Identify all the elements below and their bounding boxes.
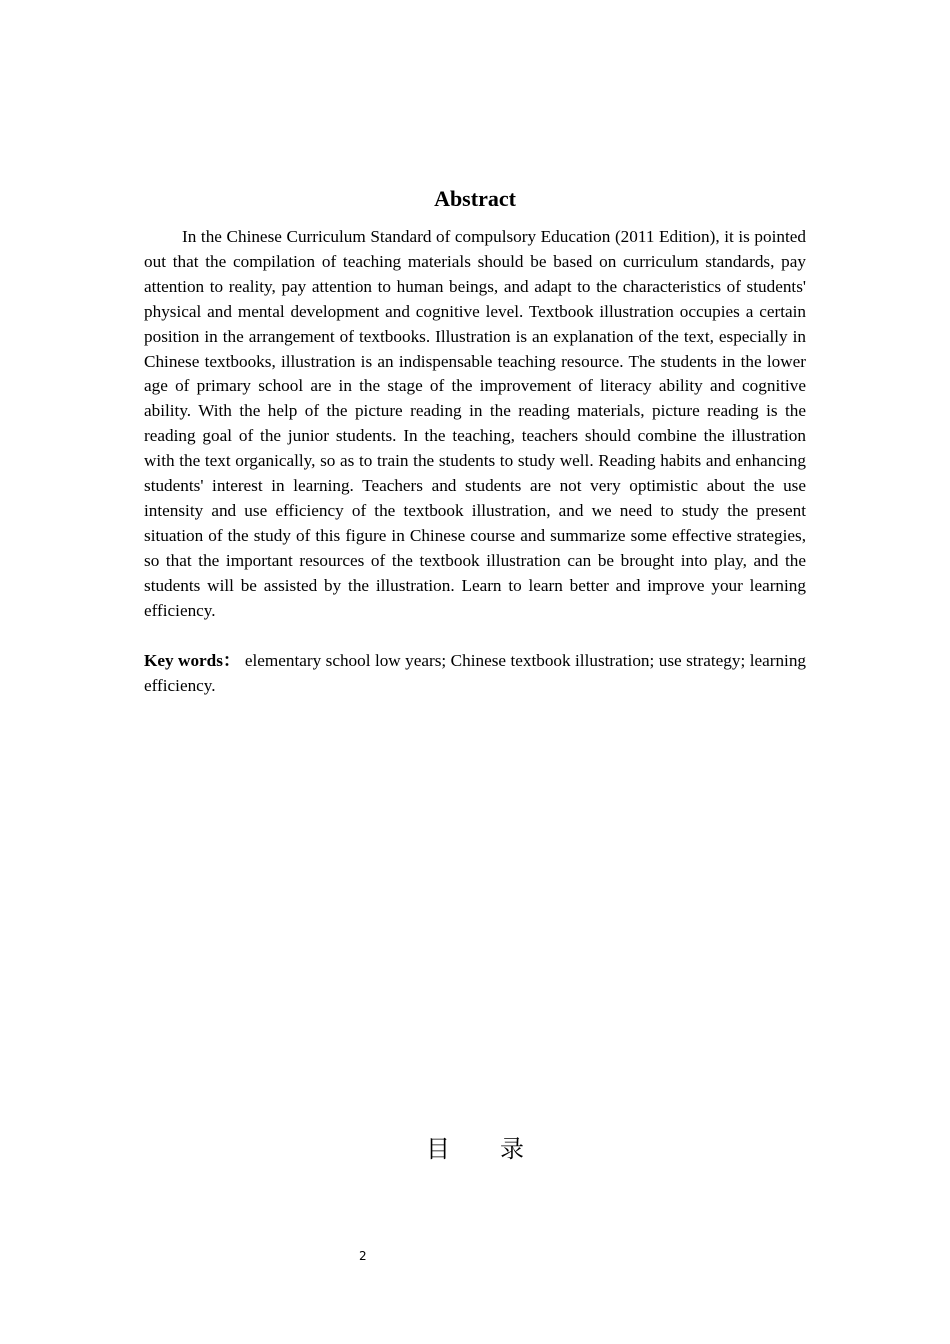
keywords-paragraph [144,649,806,699]
abstract-title: Abstract [434,186,516,211]
toc-title [0,1134,950,1164]
toc-title-char-2: 录 [500,1135,524,1163]
page-number: 2 [359,1249,367,1263]
toc-title-char-1: 目 [426,1135,450,1163]
keywords-text: elementary school low years; Chinese textbook illustration; use strategy; learning efficiency. [144,651,807,695]
abstract-body: In the Chinese Curriculum Standard of compulsory Education (2011 Edition), it is pointed out that the compilation of teaching materials should be based on curriculum standards, pay attention to reality, pay attention to human beings, and adapt to the characteristics of students' physical and mental development and cognitive level. Textbook illustration occupies a certain position in the arrangement of textbooks. Illustration is an explanation of the text, especially in Chinese textbooks, illustration is an indispensable teaching resource. The students in the lower age of primary school are in the stage of the improvement of literacy ability and cognitive ability. With the help of the picture reading in the reading materials, picture reading is the reading goal of the junior students. In the teaching, teachers should combine the illustration with the text organically, so as to train the students to study well. Reading habits and enhancing students' interest in learning. Teachers and students are not very optimistic about the use intensity and use efficiency of the textbook illustration, and we need to study the present situation of the study of this figure in Chinese course and summarize some effective strategies, so that the important resources of the textbook illustration can be brought into play, and the students will be assisted by the illustration. Learn to learn better and improve your learning efficiency. [144,227,806,620]
keywords-label: Key words： [144,651,241,670]
